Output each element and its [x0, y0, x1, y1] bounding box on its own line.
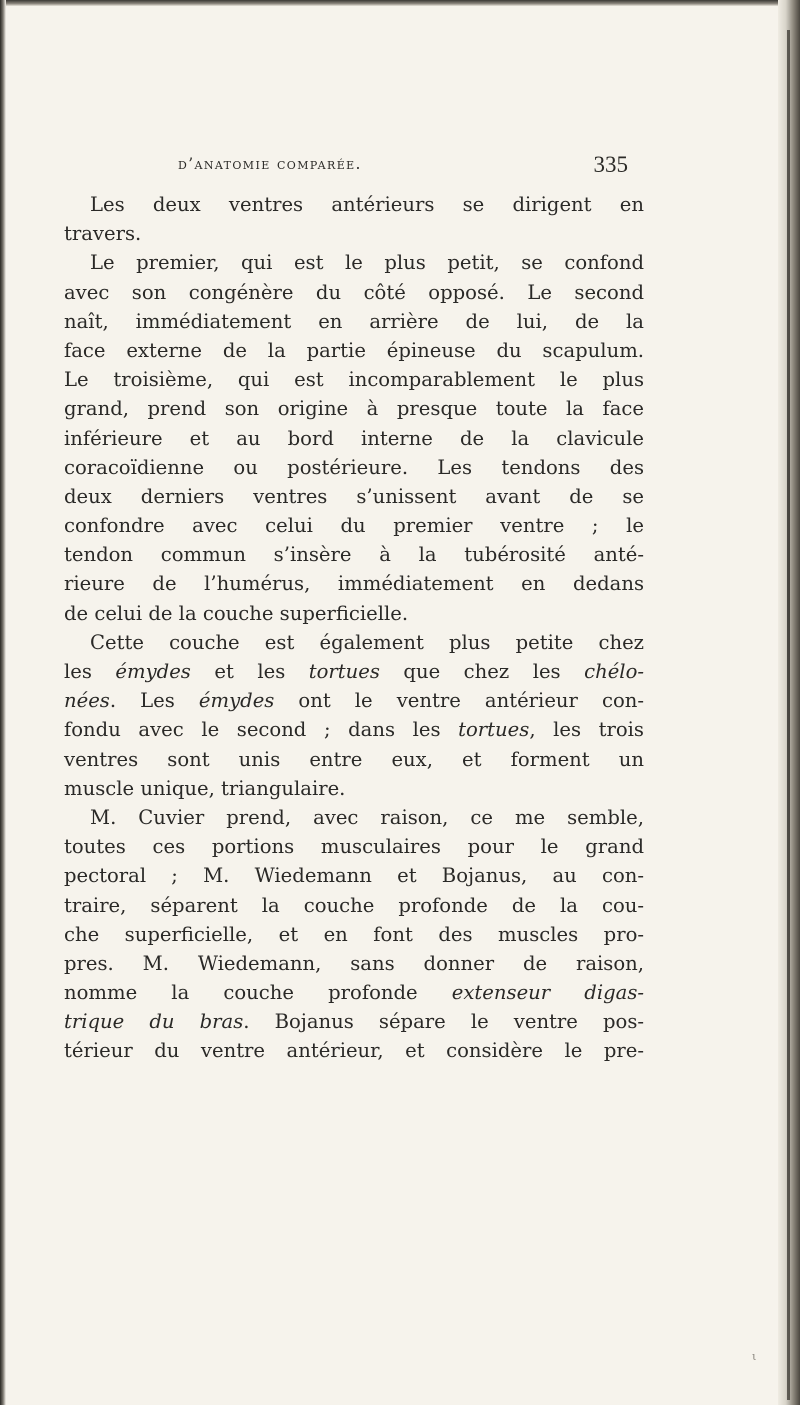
text-line: de celui de la couche superficielle.: [64, 601, 409, 625]
text-segment: , les trois: [529, 718, 644, 742]
text-line: ventres sont unis entre eux, et forment un: [64, 747, 644, 771]
italic-term: tortues: [458, 718, 530, 742]
page-top-edge: [0, 0, 800, 6]
text-line: pres. M. Wiedemann, sans donner de raison,: [64, 951, 644, 975]
text-line: deux derniers ventres s’unissent avant de se: [64, 484, 644, 508]
text-segment: et les: [190, 660, 309, 683]
page-gutter-shadow: [0, 0, 6, 1405]
text-line: inférieure et au bord interne de la clavicule: [64, 426, 644, 450]
text-segment: que chez les: [379, 660, 585, 683]
page-number: 335: [593, 152, 628, 177]
text-segment: . Les: [109, 689, 199, 713]
text-line: face externe de la partie épineuse du scapulum.: [64, 338, 644, 362]
text-line: travers.: [64, 222, 142, 246]
italic-term: extenseur digas-: [451, 981, 645, 1005]
text-segment: ont le ventre antérieur con-: [274, 689, 644, 713]
stray-mark: ι: [752, 1350, 757, 1363]
text-segment: . Bojanus sépare le ventre pos-: [243, 1010, 644, 1034]
text-line: pectoral ; M. Wiedemann et Bojanus, au con-: [64, 864, 644, 888]
text-line: Les deux ventres antérieurs se dirigent en: [90, 193, 644, 216]
text-line: Cette couche est également plus petite chez: [90, 630, 644, 654]
text-line: Le premier, qui est le plus petit, se confond: [90, 251, 644, 275]
text-line: [64, 657, 644, 686]
text-line: naît, immédiatement en arrière de lui, de la: [64, 309, 644, 333]
text-line: rieure de l’humérus, immédiatement en dedans: [64, 572, 644, 596]
text-line: avec son congénère du côté opposé. Le second: [64, 280, 644, 304]
italic-term: trique du bras: [64, 1010, 244, 1034]
text-line: [64, 1007, 644, 1036]
running-title: d’anatomie comparée.: [178, 155, 362, 173]
text-line: traire, séparent la couche profonde de la cou-: [64, 893, 644, 917]
text-line: muscle unique, triangulaire.: [64, 776, 346, 800]
italic-term: émydes: [115, 660, 191, 683]
text-segment: les: [64, 660, 116, 683]
text-line: [64, 686, 644, 715]
text-line: che superficielle, et en font des muscles pro-: [64, 922, 644, 946]
text-line: Le troisième, qui est incomparablement le plus: [64, 368, 644, 392]
running-head: [178, 152, 628, 182]
text-line: M. Cuvier prend, avec raison, ce me semble,: [90, 805, 644, 829]
italic-term: émydes: [198, 689, 275, 713]
text-segment: fondu avec le second ; dans les: [64, 718, 459, 742]
text-line: toutes ces portions musculaires pour le grand: [64, 835, 644, 859]
fore-edge-line: [787, 30, 790, 1400]
body-text: [64, 190, 644, 1066]
text-line: coracoïdienne ou postérieure. Les tendons des: [64, 455, 644, 479]
text-segment: nomme la couche profonde: [64, 981, 452, 1005]
italic-term: nées: [64, 689, 110, 713]
italic-term: chélo-: [584, 660, 644, 683]
text-line: [64, 978, 644, 1007]
text-line: térieur du ventre antérieur, et considère le pre-: [64, 1039, 644, 1063]
text-line: tendon commun s’insère à la tubérosité anté-: [64, 543, 644, 567]
text-line: [64, 715, 644, 744]
text-line: grand, prend son origine à presque toute la face: [64, 397, 644, 421]
text-line: confondre avec celui du premier ventre ; le: [64, 514, 644, 538]
italic-term: tortues: [308, 660, 380, 683]
